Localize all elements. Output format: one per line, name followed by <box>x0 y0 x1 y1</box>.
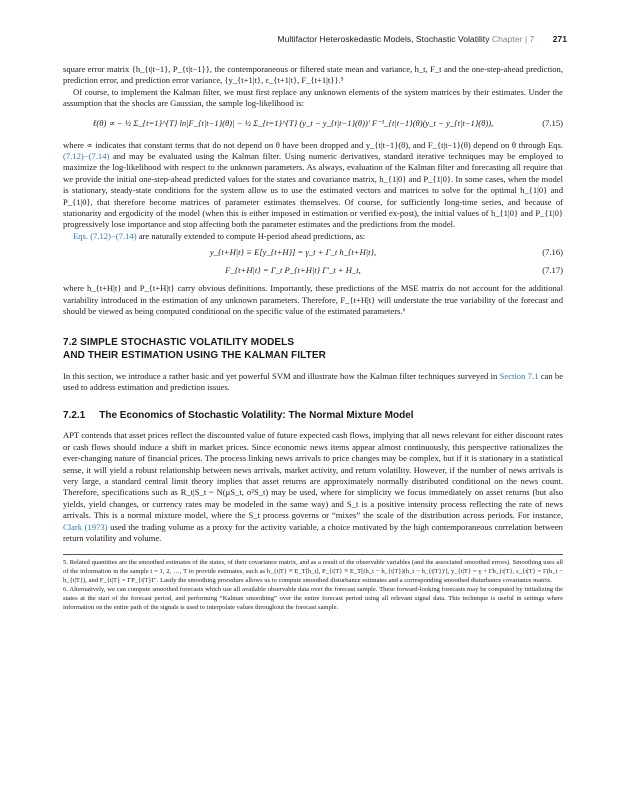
section-intro-paragraph: In this section, we introduce a rather basic and yet powerful SVM and illustrate how the Kalman filter techniques surveyed in Section 7.1 can be used to address estimation and prediction issues. <box>63 370 564 392</box>
equation-7-15 <box>63 110 563 140</box>
section-reference-link[interactable]: Section 7.1 <box>499 370 539 381</box>
citation-link[interactable]: Clark (1973) <box>63 521 108 532</box>
intro-paragraph: square error matrix {h_{t|t−1}, P_{t|t−1}}, the contemporaneous or filtered state mean and variance, h_t, F_t and the one-step-ahead prediction, prediction error, and prediction error variance, {y_{t+1|t}, ε_{t+1|t}, F_{t+1|t}}.⁵ <box>63 64 563 86</box>
equation-number: (7.17) <box>542 265 563 276</box>
subsection-heading-7-2-1 <box>63 409 563 422</box>
equation-7-17 <box>63 264 563 279</box>
chapter-label: Chapter | 7 <box>491 34 535 44</box>
subsection-number: 7.2.1 <box>63 410 86 422</box>
page-number: 271 <box>552 34 567 44</box>
footnote-6: 6. Alternatively, we can compute smoothed forecasts which use all available observable data over the forecast sample. These forward-looking forecasts may be computed by initializing the states at the start of the forecast period, and performing “Kalman smoothing” over the entire forecast period using all relevant signal data. This technique is useful in settings where information on the entire path of the signals is used to interpolate values throughout the forecast sample. <box>63 586 563 611</box>
eq-reference-link[interactable]: Eqs. (7.12)−(7.14) <box>73 230 137 241</box>
equation-number: (7.16) <box>542 247 563 258</box>
equation-number: (7.15) <box>542 117 563 128</box>
equation-formula: y_{t+H|t} ≡ E[y_{t+H}] = γ_t + Γ_t h_{t+H|t}, <box>209 247 377 258</box>
section-heading-7-2: 7.2 SIMPLE STOCHASTIC VOLATILITY MODELS AND THEIR ESTIMATION USING THE KALMAN FILTER <box>63 336 326 361</box>
equation-formula: ℓ(θ) ∝ − ½ Σ_{t=1}^{T} ln|F_{t|t−1}(θ)| − ½ Σ_{t=1}^{T} (y_t − y_{t|t−1}(θ))′ F⁻¹_{t|t−1}(θ)(y_t − y_{t|t−1}(θ)), <box>92 117 494 128</box>
subsection-title: The Economics of Stochastic Volatility: The Normal Mixture Model <box>99 410 414 422</box>
body-column <box>63 64 563 613</box>
eq-reference-link[interactable]: (7.12)−(7.14) <box>63 151 110 162</box>
running-title: Multifactor Heteroskedastic Models, Stochastic Volatility <box>277 34 490 44</box>
equation-formula: F_{t+H|t} = Γ_t P_{t+H|t} Γ′_t + H_t, <box>225 265 361 276</box>
equation-7-16 <box>63 246 563 261</box>
mse-paragraph: where h_{t+H|t} and P_{t+H|t} carry obvious definitions. Importantly, these predictions of the MSE matrix do not account for the additional variability introduced in the estimation of any unknown parameters. Therefore, F_{t+H|t} will understate the true variability of the forecast and should be viewed as being computed conditional on the specific value of the estimated parameters.⁶ <box>63 283 563 317</box>
running-header <box>277 34 567 44</box>
likelihood-paragraph: Of course, to implement the Kalman filter, we must first replace any unknown elements of the system matrices by their estimates. Under the assumption that the shocks are Gaussian, the sample log-likelihood is: <box>63 86 563 109</box>
footnote-5: 5. Related quantities are the smoothed estimates of the states, of their covariance matrix, and as a result of the observable variables (and the associated smoothed errors). Smoothing uses all of the information in the sample t = 1, 2, …, T to provide estimates, such as h_{t|T} ≡ E_T[h_t], P_{t|T} ≡ E_T[(h_t − h_{t|T})(h_t − h_{t|T})′], y_{t|T} = γ + Γh_{t|T}, ε_{t|T} = Γ(h_t − h_{t|T}), and F_{t|T} = ΓP_{t|T}Γ′. Lastly the smoothing procedure allows us to compute smoothed disturbance estimates and a corresponding smoothed disturbance covariance matrix. <box>63 559 563 585</box>
likelihood-explanation: where ∝ indicates that constant terms that do not depend on θ have been dropped and y_{t|t−1}(θ), and F_{t|t−1}(θ) depend on θ through Eqs. (7.12)−(7.14) and may be evaluated using the Kalman filter. Using numeric derivatives, standard iterative techniques may be employed to maximize the log-likelihood with respect to the unknown parameters. As always, evaluation of the Kalman filter and forecasting all require that we provide the initial one-step-ahead predicted values for the states and covariance matrix, h_{1|0} and P_{1|0}. In some cases, when the model is stationary, steady-state conditions for the system allow us to use the estimated vectors and matrices to solve for the optimal h_{1|0} and P_{1|0}, that therefore become matrices of parameter estimates themselves. Of course, for sufficiently long-time series, and because of stationarity and ergodicity of the model (when this is either imposed in estimation or verified ex-post), the initial values of h_{1|0} and P_{1|0} progressively lose importance and stop affecting both the parameter estimates and the predictions from the model. <box>63 139 563 230</box>
apt-paragraph: APT contends that asset prices reflect the discounted value of future expected cash flows, implying that all news relevant for either discount rates or cash flows should induce a shift in market prices. Since economic news items appear almost continuously, this perspective rationalizes the ever-changing nature of financial prices. The process linking news arrivals to price changes may be complex, but if it is stationary in a statistical sense, it will yield a robust relationship between news arrivals, market activity, and return volatility. However, if the number of news arrivals is very large, a standard central limit theory implies that asset returns are approximately normally distributed conditional on the news count. Therefore, specifications such as R_t|S_t ~ N(μS_t, σ²S_t) may be used, where for simplicity we focus immediately on asset returns (but also yields, yield changes, or currency rates may be modeled in the same way) and S_t is a positive intensity process reflecting the rate of news arrivals. This is a normal mixture model, where the S_t process governs or “mixes” the scale of the distribution across periods. For instance, Clark (1973) used the trading volume as a proxy for the activity variable, a choice motivated by the high contemporaneous correlation between return volatility and volume. <box>63 430 563 543</box>
prediction-intro: Eqs. (7.12)−(7.14) are naturally extended to compute H-period ahead predictions, as: <box>73 230 366 241</box>
